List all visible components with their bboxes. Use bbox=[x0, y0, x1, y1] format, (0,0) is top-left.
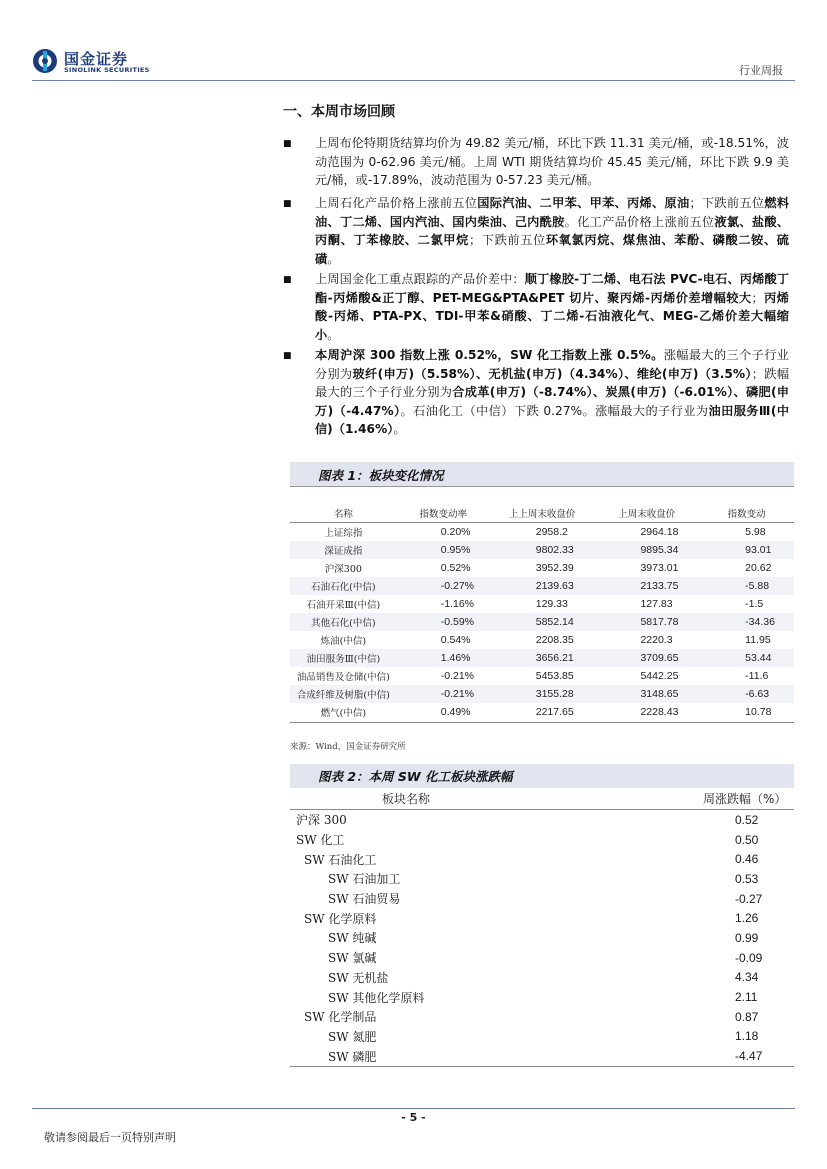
table-row bbox=[290, 1046, 794, 1066]
row-prev-close: 2217.65 bbox=[490, 703, 595, 722]
row-change: -1.5 bbox=[745, 598, 764, 611]
row-name: 炼油(中信) bbox=[320, 636, 367, 648]
figure1-source: 来源：Wind，国金证券研究所 bbox=[290, 742, 406, 752]
column-header-prev-close: 上上周末收盘价 bbox=[490, 503, 595, 523]
logo-chinese-name: 国金证券 bbox=[64, 50, 129, 68]
table-row bbox=[290, 703, 794, 722]
column-header-change: 指数变动 bbox=[699, 503, 794, 523]
table-row bbox=[290, 667, 794, 685]
table-row bbox=[290, 928, 794, 948]
row-prev-close: 2139.63 bbox=[490, 577, 595, 595]
table-row bbox=[290, 1007, 794, 1027]
sector-name: SW 氯碱 bbox=[328, 951, 377, 966]
row-prev-close: 2208.35 bbox=[535, 634, 574, 647]
paragraph-segment: 。化工产品价格上涨前五位 bbox=[564, 214, 715, 229]
row-name: 上证综指 bbox=[324, 528, 363, 540]
company-logo bbox=[32, 46, 162, 78]
row-change-rate: 0.52% bbox=[440, 562, 471, 575]
table-row bbox=[290, 595, 794, 613]
row-change-rate: 0.20% bbox=[440, 526, 471, 539]
row-name: 燃气(中信) bbox=[290, 703, 397, 722]
paragraph-segment-bold: 燃料油、丁二烯、国内汽油、国内柴油、己内酰胺 bbox=[315, 196, 790, 229]
paragraph-segment: 。石油化工（中信）下跌 0.27%。涨幅最大的子行业为 bbox=[400, 403, 709, 418]
row-change: 5.98 bbox=[745, 526, 766, 539]
sector-name: SW 化学原料 bbox=[304, 911, 377, 926]
paragraph-segment-bold: 玻纤(申万)（5.58%）、无机盐(申万)（4.34%）、维纶(申万)（3.5%） bbox=[352, 366, 752, 381]
row-change: -11.6 bbox=[745, 670, 769, 683]
table-row bbox=[290, 649, 794, 667]
row-name: 其他石化(中信) bbox=[290, 613, 397, 631]
bullet-marker: ■ bbox=[283, 199, 292, 209]
paragraph-segment: 涨幅最大的三个子行业分别为 bbox=[315, 348, 789, 381]
row-last-close: 3709.65 bbox=[594, 649, 699, 667]
section-title: 一、本周市场回顾 bbox=[283, 104, 395, 120]
row-change: -6.63 bbox=[699, 685, 794, 703]
row-change-rate: 1.46% bbox=[397, 649, 490, 667]
sector-name: SW 化工 bbox=[296, 833, 345, 848]
sector-weekly-change: 2.11 bbox=[735, 990, 758, 1005]
table-row bbox=[290, 559, 794, 577]
column-header-name: 名称 bbox=[290, 503, 397, 523]
paragraph-segment: 。 bbox=[327, 251, 340, 266]
paragraph-segment-bold: 顺丁橡胶-丁二烯、电石法 PVC-电石、丙烯酸丁酯-丙烯酸&正丁醇、PET-MEG&PTA&PET 切片、聚丙烯-丙烯价差增幅较大 bbox=[315, 272, 790, 305]
row-name: 沪深300 bbox=[324, 564, 362, 576]
table-row bbox=[290, 541, 794, 559]
row-last-close: 2228.43 bbox=[594, 703, 699, 722]
sector-name: SW 石油加工 bbox=[328, 872, 401, 887]
row-change-rate: -1.16% bbox=[440, 598, 475, 611]
row-prev-close: 2958.2 bbox=[535, 526, 568, 539]
row-change-rate: 0.49% bbox=[397, 703, 490, 722]
row-name: 石油石化(中信) bbox=[290, 577, 397, 595]
row-last-close: 2964.18 bbox=[640, 526, 679, 539]
figure2-title: 图表 2：本周 SW 化工板块涨跌幅 bbox=[318, 769, 513, 784]
header-divider bbox=[32, 80, 795, 81]
bullet-paragraph-index-moves bbox=[315, 346, 789, 439]
sector-name: SW 磷肥 bbox=[290, 1046, 613, 1066]
sector-weekly-change: -0.09 bbox=[735, 950, 763, 965]
paragraph-segment-bold: 合成革(申万)（-8.74%）、炭黑(申万)（-6.01%）、磷肥(申万)（-4.47%） bbox=[315, 385, 789, 418]
sinolink-logo-icon bbox=[32, 48, 58, 74]
row-prev-close: 3952.39 bbox=[535, 562, 574, 575]
sector-name: SW 纯碱 bbox=[328, 931, 377, 946]
sector-name: SW 无机盐 bbox=[328, 970, 389, 985]
row-change-rate: -0.21% bbox=[440, 670, 475, 683]
figure2-table bbox=[290, 788, 794, 1067]
paragraph-segment: ； bbox=[751, 290, 764, 305]
paragraph-segment-bold: 本周沪深 300 指数上涨 0.52%，SW 化工指数上涨 0.5%。 bbox=[315, 348, 664, 362]
paragraph-segment: 上周布伦特期货结算均价为 49.82 美元/桶，环比下跌 11.31 美元/桶，或-18.51%，波动范围为 0-62.96 美元/桶。上周 WTI 期货结算均价 45.45 美元/桶，环比下跌 9.9 美元/桶，或-17.89%，波动范围为 0-57.23 美元/桶。 bbox=[315, 136, 789, 187]
sector-weekly-change: 0.50 bbox=[735, 832, 759, 847]
row-name: 合成纤维及树脂(中信) bbox=[290, 685, 397, 703]
page-number: - 5 - bbox=[401, 1111, 426, 1124]
table-row bbox=[290, 685, 794, 703]
row-change-rate: 0.95% bbox=[397, 541, 490, 559]
row-change: -34.36 bbox=[699, 613, 794, 631]
table-row bbox=[290, 987, 794, 1007]
sector-name: SW 石油化工 bbox=[304, 852, 377, 867]
row-change-rate: -0.21% bbox=[397, 685, 490, 703]
sector-weekly-change: 1.26 bbox=[735, 911, 759, 926]
sector-weekly-change: 0.52 bbox=[735, 812, 759, 827]
table-row bbox=[290, 849, 794, 869]
row-prev-close: 3656.21 bbox=[490, 649, 595, 667]
sector-name: SW 氮肥 bbox=[328, 1029, 377, 1044]
bullet-marker: ■ bbox=[283, 139, 292, 149]
row-change-rate: -0.27% bbox=[397, 577, 490, 595]
row-prev-close: 129.33 bbox=[535, 598, 568, 611]
row-change: 20.62 bbox=[745, 562, 772, 575]
row-prev-close: 3155.28 bbox=[490, 685, 595, 703]
sector-weekly-change: -4.47 bbox=[613, 1046, 794, 1066]
report-type-label: 行业周报 bbox=[739, 64, 783, 77]
row-last-close: 3148.65 bbox=[594, 685, 699, 703]
table-row bbox=[290, 968, 794, 988]
row-last-close: 5817.78 bbox=[594, 613, 699, 631]
footer-divider bbox=[32, 1108, 795, 1109]
column-header-change-rate: 指数变动率 bbox=[397, 503, 490, 523]
table-row bbox=[290, 889, 794, 909]
row-change-rate: 0.54% bbox=[440, 634, 471, 647]
table-row bbox=[290, 577, 794, 595]
sector-name: 沪深 300 bbox=[296, 813, 347, 828]
table-row bbox=[290, 869, 794, 889]
bullet-marker: ■ bbox=[283, 275, 292, 285]
sector-name: SW 石油贸易 bbox=[328, 892, 401, 907]
column-header-sector: 板块名称 bbox=[290, 788, 613, 810]
paragraph-segment: ；下跌前五位 bbox=[468, 233, 546, 247]
row-change: -5.88 bbox=[699, 577, 794, 595]
column-header-weekly-change: 周涨跌幅（%） bbox=[613, 788, 794, 810]
paragraph-segment: ；下跌前五位 bbox=[689, 196, 765, 210]
row-name: 石油开采Ⅲ(中信) bbox=[306, 600, 381, 612]
row-last-close: 3973.01 bbox=[640, 562, 679, 575]
row-last-close: 9895.34 bbox=[594, 541, 699, 559]
bullet-paragraph-price-spreads bbox=[315, 270, 789, 344]
paragraph-segment: ；跌幅最大的三个子行业分别为 bbox=[315, 366, 790, 399]
table-row bbox=[290, 523, 794, 542]
logo-english-name: SINOLINK SECURITIES bbox=[64, 66, 150, 74]
sector-weekly-change: -0.27 bbox=[735, 891, 763, 906]
sector-weekly-change: 0.46 bbox=[735, 852, 759, 867]
row-name: 油田服务Ⅲ(中信) bbox=[290, 649, 397, 667]
row-last-close: 2133.75 bbox=[594, 577, 699, 595]
sector-weekly-change: 0.53 bbox=[735, 871, 759, 886]
paragraph-segment: 。 bbox=[327, 327, 340, 342]
sector-name: SW 化学制品 bbox=[304, 1010, 377, 1025]
row-change: 10.78 bbox=[699, 703, 794, 722]
row-change-rate: -0.59% bbox=[397, 613, 490, 631]
sector-name: SW 其他化学原料 bbox=[328, 990, 425, 1005]
row-change: 11.95 bbox=[745, 634, 771, 647]
table-row bbox=[290, 948, 794, 968]
table-header-row bbox=[290, 788, 794, 810]
sector-weekly-change: 0.99 bbox=[735, 930, 759, 945]
bullet-paragraph-oil-prices bbox=[315, 134, 789, 190]
paragraph-segment-bold: 环氧氯丙烷、煤焦油、苯酚、磷酸二铵、硫磺 bbox=[315, 233, 789, 266]
table-row bbox=[290, 908, 794, 928]
table-row bbox=[290, 830, 794, 850]
row-change: 93.01 bbox=[699, 541, 794, 559]
paragraph-segment-bold: 国际汽油、二甲苯、甲苯、丙烯、原油 bbox=[477, 196, 690, 210]
row-prev-close: 9802.33 bbox=[490, 541, 595, 559]
sector-weekly-change: 0.87 bbox=[735, 1009, 759, 1024]
sector-weekly-change: 1.18 bbox=[735, 1029, 759, 1044]
paragraph-segment: 上周国金化工重点跟踪的产品价差中： bbox=[315, 272, 525, 286]
table-row bbox=[290, 810, 794, 830]
figure1-table bbox=[290, 503, 794, 723]
row-name: 油品销售及仓储(中信) bbox=[296, 672, 390, 684]
row-last-close: 127.83 bbox=[640, 598, 673, 611]
row-prev-close: 5852.14 bbox=[490, 613, 595, 631]
figure1-title-divider bbox=[290, 486, 794, 487]
figure1-title: 图表 1：板块变化情况 bbox=[318, 468, 444, 483]
paragraph-segment-bold: 油田服务Ⅲ(中信)（1.46%） bbox=[315, 403, 790, 436]
table-row bbox=[290, 1027, 794, 1047]
paragraph-segment: 。 bbox=[393, 422, 406, 436]
table-header-row bbox=[290, 503, 794, 523]
paragraph-segment-bold: 丙烯酸-丙烯、PTA-PX、TDI-甲苯&硝酸、丁二烯-石油液化气、MEG-乙烯价差大幅缩小 bbox=[315, 290, 789, 342]
table-row bbox=[290, 613, 794, 631]
row-change: 53.44 bbox=[699, 649, 794, 667]
bullet-marker: ■ bbox=[283, 351, 292, 361]
paragraph-segment-bold: 液氯、盐酸、丙酮、丁苯橡胶、二氯甲烷 bbox=[315, 214, 790, 247]
table-row bbox=[290, 631, 794, 649]
footer-disclaimer: 敬请参阅最后一页特别声明 bbox=[44, 1131, 176, 1144]
sector-weekly-change: 4.34 bbox=[735, 970, 759, 985]
row-prev-close: 5453.85 bbox=[535, 670, 574, 683]
row-last-close: 2220.3 bbox=[640, 634, 673, 647]
row-name: 深证成指 bbox=[290, 541, 397, 559]
column-header-last-close: 上周末收盘价 bbox=[594, 503, 699, 523]
bullet-paragraph-product-prices bbox=[315, 194, 789, 268]
row-last-close: 5442.25 bbox=[640, 670, 679, 683]
paragraph-segment: 上周石化产品价格上涨前五位 bbox=[315, 196, 478, 210]
